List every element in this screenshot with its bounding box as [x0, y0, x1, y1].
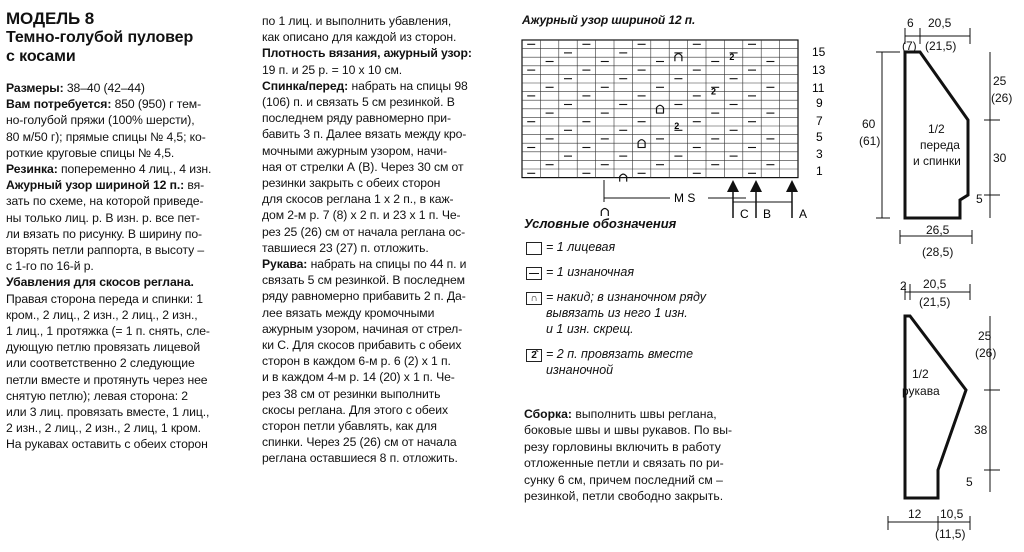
sleeve-text: набрать на спицы по 44 п. и: [310, 257, 467, 272]
dim-bottom-right-alt: (11,5): [935, 527, 966, 541]
dim-raglan: 25: [978, 329, 992, 343]
sleeve-line-3: ряду равномерно прибавить 2 п. Да-: [262, 289, 466, 304]
dim-width: 26,5: [926, 223, 950, 237]
assembly-label: Сборка:: [524, 407, 572, 421]
back-line-3: последнем ряду равномерно при-: [262, 111, 451, 126]
body-label-3: и спинки: [913, 154, 961, 168]
sleeve-line-6: ки С. Для скосов прибавить с обеих: [262, 338, 462, 353]
sleeve-outline: [905, 316, 966, 498]
arrow-b-head: [750, 180, 762, 192]
row-number: 15: [812, 45, 826, 59]
decrease-line-1: Правая сторона переда и спинки: 1: [6, 291, 203, 306]
dim-rib: 5: [966, 475, 973, 489]
back-line: [262, 78, 502, 94]
body-label-2: переда: [920, 138, 960, 152]
back-line-10: рез 25 (26) см от начала реглана ос-: [262, 224, 466, 239]
body-label-1: 1/2: [928, 122, 945, 136]
row-number: 5: [816, 130, 823, 144]
purl-symbol-icon: —: [526, 267, 542, 280]
k2tog-mark: 2: [711, 86, 717, 97]
legend-item-k2tog: [524, 346, 774, 378]
back-line-5: мочными ажурным узором, начи-: [262, 143, 447, 158]
assembly-block: [524, 406, 774, 504]
k2tog-mark: 2: [729, 52, 735, 63]
need-label: Вам потребуется:: [6, 97, 112, 112]
need-line: [6, 96, 242, 112]
row-number-labels: [812, 45, 826, 178]
sizes-line: [6, 80, 242, 96]
row-number: 9: [816, 96, 823, 110]
lace-line-2: зать по схеме, на которой приведе-: [6, 194, 204, 209]
arrow-b: [750, 180, 762, 218]
assembly-line-2: боковые швы и швы рукавов. По вы-: [524, 423, 733, 438]
assembly-line-3: резу горловины включить в работу: [524, 439, 721, 454]
back-line-7: резинки закрыть с обеих сторон: [262, 176, 441, 191]
legend-text-2: изнаночной: [546, 363, 614, 377]
dim-height: 60: [862, 117, 876, 131]
dim-top-right-alt: (21,5): [925, 39, 957, 53]
sleeve-line-12: спинки. Через 25 (26) см от начала: [262, 435, 457, 450]
decrease-line-2: кром., 2 лиц., 2 изн., 2 лиц., 2 изн.,: [6, 307, 198, 322]
back-line-11: тавшиеся 23 (27) п. отложить.: [262, 240, 429, 255]
lace-text: вя-: [187, 178, 205, 193]
k2tog-symbol-icon: 2̂: [526, 349, 542, 362]
legend-text: = 1 изнаночная: [546, 265, 635, 279]
lace-line-6: с 1-го по 16-й р.: [6, 259, 94, 274]
decrease-line-7: снятую петлю); левая сторона: 2: [6, 388, 188, 403]
dim-raglan-alt: (26): [975, 346, 997, 360]
legend-item-knit: [524, 239, 774, 255]
k2tog-mark: 2: [674, 121, 680, 131]
lace-line-3: ны только лиц. р. В изн. р. все пет-: [6, 210, 200, 225]
back-line-4: бавить 3 п. Далее вязать между кро-: [262, 127, 467, 142]
back-line-2: (106) п. и связать 5 см резинкой. В: [262, 95, 455, 110]
assembly-text: выполнить швы реглана,: [575, 407, 717, 421]
arrow-a-head: [786, 180, 798, 192]
dim-rib: 5: [976, 192, 983, 206]
lace-line-5: вторять петли раппорта, в высоту –: [6, 243, 205, 258]
arrow-label-c: C: [740, 207, 749, 221]
dim-top-right: 20,5: [928, 16, 952, 30]
dim-height-alt: (61): [859, 134, 881, 148]
row-number: 7: [816, 114, 823, 128]
arrow-c: [727, 180, 739, 218]
legend-text: = накид; в изнаночном ряду: [546, 290, 707, 304]
chart-title: Ажурный узор шириной 12 п.: [522, 13, 696, 27]
sleeve-line: [262, 256, 502, 272]
decrease-line-4: дующую петлю провязать лицевой: [6, 340, 201, 355]
column-2: [262, 13, 502, 467]
back-line-9: дом 2-м р. 7 (8) х 2 п. и 23 х 1 п. Че-: [262, 208, 461, 223]
legend-title: Условные обозначения: [524, 216, 677, 231]
decrease-line-9: 2 изн., 2 лиц., 2 изн., 2 лиц, 1 кром.: [6, 421, 201, 436]
body-schematic: [850, 0, 1024, 270]
assembly-line: [524, 406, 774, 422]
decrease-line-3: 1 лиц., 1 протяжка (= 1 п. снять, сле-: [6, 324, 210, 339]
column-1: [6, 0, 242, 453]
row-number: 13: [812, 63, 826, 77]
legend-text: = 2 п. провязать вместе: [546, 347, 694, 361]
arrow-c-head: [727, 180, 739, 192]
legend-text: = 1 лицевая: [546, 240, 616, 254]
arrow-label-b: B: [763, 207, 772, 221]
dim-raglan: 25: [993, 74, 1007, 88]
need-text: 850 (950) г тем-: [114, 97, 202, 112]
sleeve-line-7: сторон в каждом 6-м р. 6 (2) х 1 п.: [262, 354, 451, 369]
yarn-over-mark: [601, 209, 608, 217]
dim-length: 38: [974, 423, 988, 437]
need-line-4: роткие круговые спицы № 4,5.: [6, 145, 175, 160]
back-text: набрать на спицы 98: [351, 78, 468, 93]
dim-top-right-alt: (21,5): [919, 295, 951, 309]
dim-bottom-right: 10,5: [940, 507, 964, 521]
subtitle-line-2: с косами: [6, 48, 76, 65]
sleeve-label-1: 1/2: [912, 367, 929, 381]
dim-bottom-left: 12: [908, 507, 922, 521]
sizes-label: Размеры:: [6, 81, 64, 95]
decrease-heading: Убавления для скосов реглана.: [6, 275, 194, 290]
lace-label: Ажурный узор шириной 12 п.:: [6, 178, 185, 193]
sleeve-line-2: связать 5 см резинкой. В последнем: [262, 273, 465, 288]
sleeve-line-4: лее вязать между кромочными: [262, 305, 435, 320]
assembly-line-5: сунку 6 см, причем последний см –: [524, 472, 723, 487]
dim-top-left-alt: (7): [902, 39, 917, 53]
sleeve-line-13: реглана оставшиеся 8 п. отложить.: [262, 451, 458, 466]
dim-top-left: 2: [900, 279, 907, 293]
sizes-value: 38–40 (42–44): [66, 81, 145, 95]
col2-top-line-1: по 1 лиц. и выполнить убавления,: [262, 14, 452, 28]
lace-line-4: ли вязать по рисунку. В ширину по-: [6, 226, 202, 241]
decrease-line-6: петли вместе и протянуть через нее: [6, 372, 208, 387]
decrease-line-5: или соответственно 2 следующие: [6, 356, 195, 371]
need-line-3: 80 м/50 г); прямые спицы № 4,5; ко-: [6, 129, 206, 144]
row-number: 11: [812, 81, 825, 95]
row-number: 1: [816, 164, 823, 178]
sleeve-label: Рукава:: [262, 257, 308, 272]
rib-line: [6, 161, 242, 177]
back-line-6: ная от стрелки А (В). Через 30 см от: [262, 159, 464, 174]
sleeve-line-9: рез 38 см от резинки выполнить: [262, 386, 441, 401]
back-line-8: для скосов реглана 1 х 2 п., в каж-: [262, 192, 454, 207]
dim-top-left: 6: [907, 16, 914, 30]
knitting-chart: [520, 38, 850, 223]
legend-text-2: вывязать из него 1 изн.: [546, 306, 688, 320]
decrease-line-10: На рукавах оставить с обеих сторон: [6, 437, 208, 452]
arrow-a: [786, 180, 798, 218]
sleeve-line-10: скосы реглана. Для этого с обеих: [262, 402, 448, 417]
assembly-line-6: резинкой, петли свободно закрыть.: [524, 489, 724, 504]
dim-width-alt: (28,5): [922, 245, 954, 259]
dim-side: 30: [993, 151, 1007, 165]
rib-label: Резинка:: [6, 162, 58, 177]
sleeve-line-8: и в каждом 4-м р. 14 (20) х 1 п. Че-: [262, 370, 455, 385]
assembly-line-4: отложенные петли и связать по ри-: [524, 456, 724, 471]
density-line: 19 п. и 25 р. = 10 х 10 см.: [262, 62, 403, 77]
back-label: Спинка/перед:: [262, 78, 349, 93]
need-line-2: но-голубой пряжи (100% шерсти),: [6, 113, 195, 128]
col2-top-line-2: как описано для каждой из сторон.: [262, 30, 457, 45]
row-number: 3: [816, 147, 823, 161]
subtitle-line-1: Темно-голубой пуловер: [6, 29, 194, 46]
density-label: Плотность вязания, ажурный узор:: [262, 46, 472, 61]
column-3: [522, 0, 772, 28]
lace-line: [6, 177, 242, 193]
knit-symbol-icon: [526, 242, 542, 255]
legend-item-yarn-over: [524, 289, 774, 337]
sleeve-line-5: ажурным узором, начиная от стрел-: [262, 321, 463, 336]
ms-label: M S: [674, 191, 696, 205]
sleeve-schematic: [850, 272, 1024, 548]
legend-item-purl: [524, 264, 774, 280]
legend-text-3: и 1 изн. скрещ.: [546, 322, 634, 336]
rib-text: попеременно 4 лиц., 4 изн.: [60, 162, 212, 177]
sleeve-line-11: сторон петли убавлять, как для: [262, 419, 437, 434]
model-title: МОДЕЛЬ 8: [6, 9, 95, 28]
yarn-over-symbol-icon: ∩: [526, 292, 542, 305]
arrow-label-a: A: [799, 207, 808, 221]
decrease-line-8: или 3 лиц. провязать вместе, 1 лиц.,: [6, 405, 210, 420]
dim-top-right: 20,5: [923, 277, 947, 291]
sleeve-label-2: рукава: [902, 384, 940, 398]
legend: [524, 216, 774, 378]
dim-raglan-alt: (26): [991, 91, 1013, 105]
